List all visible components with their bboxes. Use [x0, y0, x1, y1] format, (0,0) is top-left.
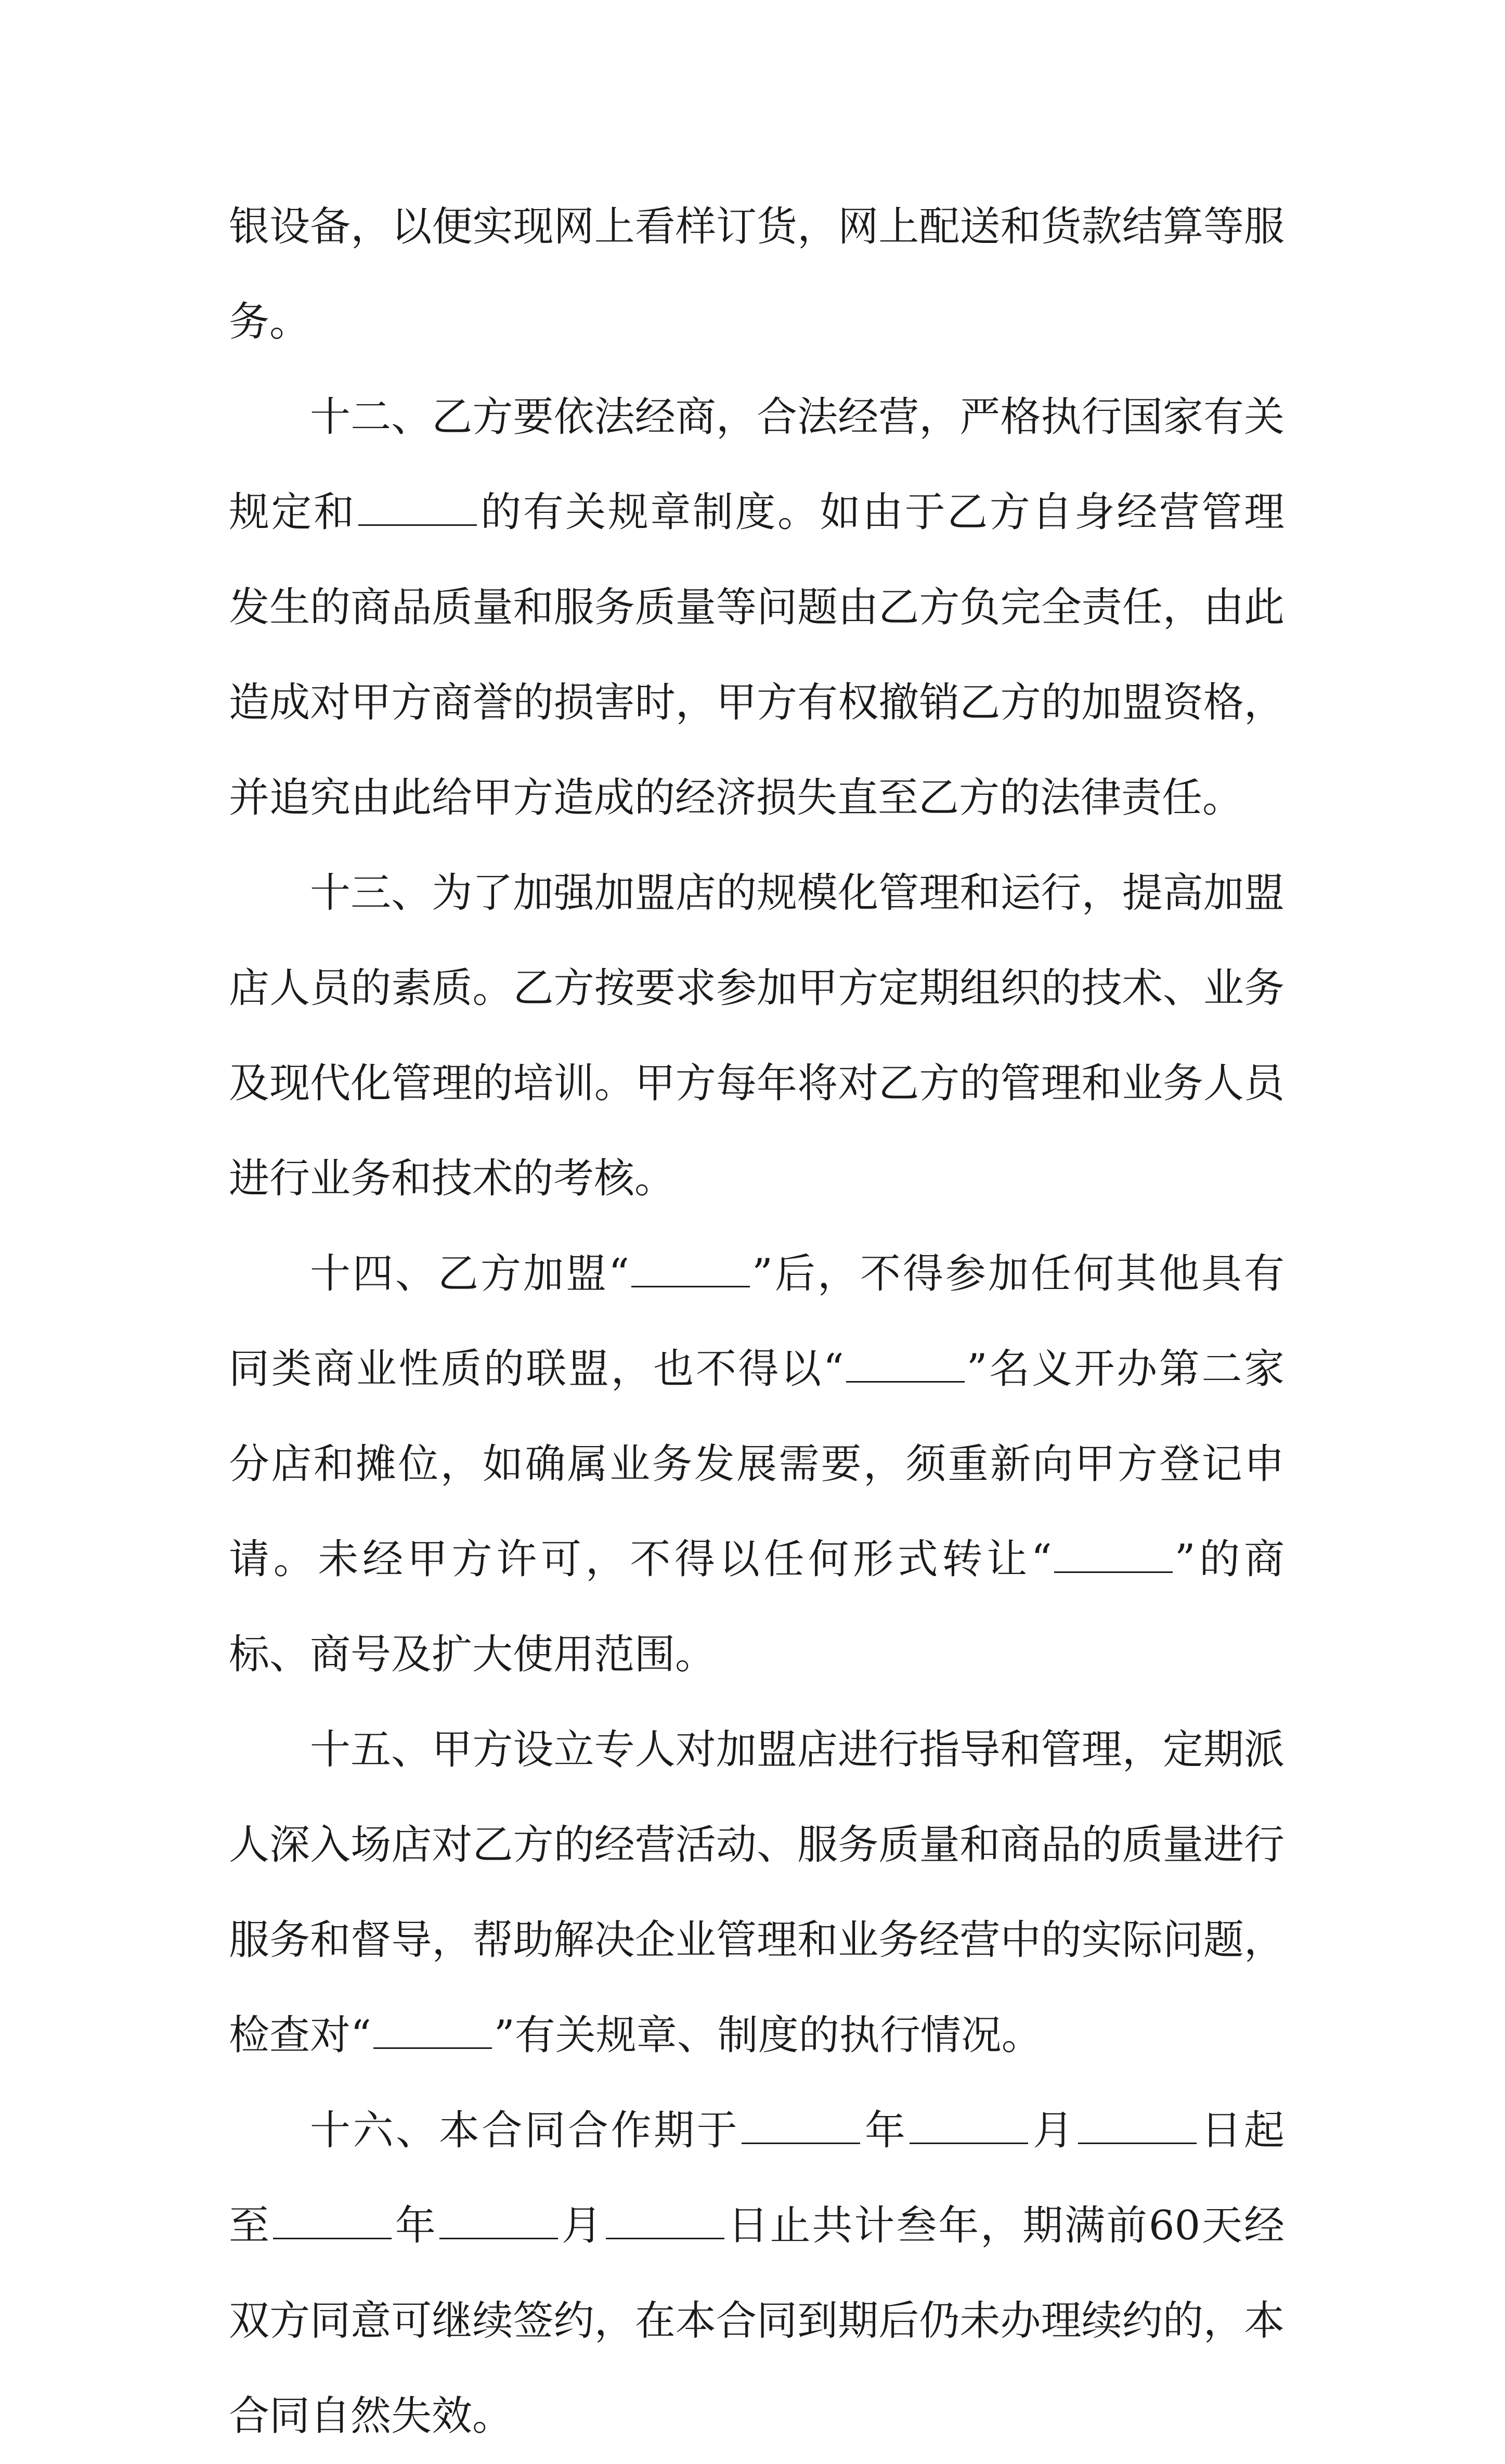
clause-12 [229, 370, 1285, 846]
paragraph-text: 日起至 [229, 2107, 1285, 2249]
paragraph-text: 的有关规章制度。如由于乙方自身经营管理发生的商品质量和服务质量等问题由乙方负完全责任，由此造成对甲方商誉的损害时，甲方有权撤销乙方的加盟资格，并追究由此给甲方造成的经济损失直至乙方的法律责任。 [229, 489, 1285, 821]
fill-in-blank [742, 2111, 860, 2144]
paragraph-text: 十二、乙方要依法经商，合法经营，严格执行国家有关规定和 [229, 394, 1285, 536]
fill-in-blank [358, 493, 477, 526]
fill-in-blank [631, 1255, 750, 1287]
paragraph-text: ”后，不得参加任何其他具有同类商业性质的联盟，也不得以“ [229, 1250, 1285, 1392]
fill-in-blank [439, 2207, 558, 2239]
paragraph-text: 银设备，以便实现网上看样订货，网上配送和货款结算等服务。 [229, 203, 1285, 345]
paragraph-text: 十三、为了加强加盟店的规模化管理和运行，提高加盟店人员的素质。乙方按要求参加甲方定期组织的技术、业务及现代化管理的培训。甲方每年将对乙方的管理和业务人员进行业务和技术的考核。 [229, 870, 1285, 1202]
paragraph-text: ”名义开办第二家分店和摊位，如确属业务发展需要，须重新向甲方登记申请。未经甲方许可，不得以任何形式转让“ [229, 1346, 1285, 1583]
paragraph-text: 十六、本合同合作期于 [310, 2107, 740, 2154]
fill-in-blank [846, 1350, 965, 1383]
paragraph-text: 年 [862, 2107, 908, 2154]
clause-15 [229, 1702, 1285, 2083]
fill-in-blank [1078, 2111, 1197, 2144]
contract-body [229, 179, 1285, 2464]
paragraph-text: 十五、甲方设立专人对加盟店进行指导和管理，定期派人深入场店对乙方的经营活动、服务质量和商品的质量进行服务和督导，帮助解决企业管理和业务经营中的实际问题，检查对“ [229, 1726, 1285, 2059]
paragraph-text: 月 [1030, 2107, 1076, 2154]
fill-in-blank [273, 2207, 392, 2239]
paragraph-text: ”有关规章、制度的执行情况。 [494, 2012, 1042, 2059]
clause-13 [229, 846, 1285, 1227]
paragraph-text: 日止共计叁年，期满前60天经双方同意可继续签约，在本合同到期后仍未办理续约的，本合同自然失效。 [229, 2202, 1285, 2440]
clause-14 [229, 1227, 1285, 1702]
fill-in-blank [910, 2111, 1028, 2144]
paragraph-text: ”的商标、商号及扩大使用范围。 [229, 1536, 1285, 1678]
clause-16 [229, 2083, 1285, 2464]
paragraph-continuation [229, 179, 1285, 370]
fill-in-blank [606, 2207, 724, 2239]
fill-in-blank [373, 2016, 492, 2049]
paragraph-text: 年 [393, 2202, 437, 2249]
fill-in-blank [1054, 1540, 1173, 1573]
paragraph-text: 十四、乙方加盟“ [310, 1250, 629, 1297]
paragraph-text: 月 [560, 2202, 604, 2249]
